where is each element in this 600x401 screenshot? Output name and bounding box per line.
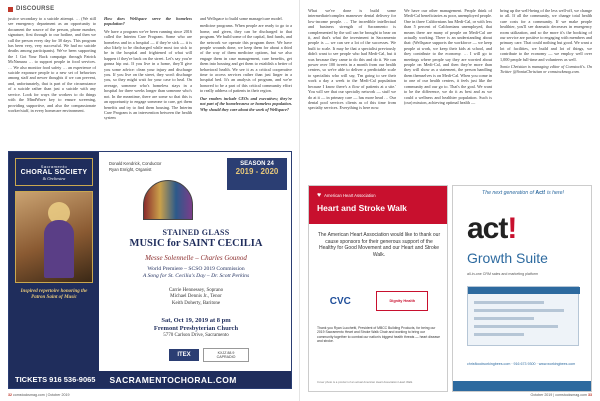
venue-address: 5770 Carlson Drive, Sacramento (163, 333, 229, 338)
sponsor-logos (169, 348, 249, 362)
act-logo-text: act (467, 212, 508, 245)
author-note: Sonia Christian is managing editor of Comstock's. On Twitter @SoniaChristian or comstockmag.com. (500, 64, 592, 75)
concert-date-line: Sat, Oct 19, 2019 at 8 pm (161, 317, 231, 324)
col3-question: Our readers include CEOs and executives; they're not part of the homelessness or homeless population. Why should they care about the work of Wellspace? (200, 95, 292, 112)
right-column-2 (404, 8, 492, 182)
act-top-brand: Act! (535, 190, 546, 196)
article-column-3 (200, 16, 292, 148)
col2-question: How does Wellspace serve the homeless population? (104, 16, 192, 27)
choral-inspired-text: Inspired repertoire honoring the Patron Saint of Music (20, 289, 88, 301)
heart-ad-body: The American Heart Association would like to thank our cause sponsors for their generous support of the Healthy for Good Movement and our Heart and Stroke Walk. (317, 232, 441, 258)
heart-icon: ♥ (317, 192, 322, 199)
app-row (474, 333, 524, 336)
section-square-icon (8, 7, 13, 12)
concert-title: MUSIC for SAINT CECILIA (129, 238, 263, 249)
act-top-suffix: is here! (546, 190, 564, 196)
ticket-phone[interactable]: TICKETS 916 536-9065 (15, 375, 96, 384)
stained-glass-window (143, 180, 193, 220)
capradio-name: CAPRADIO (216, 355, 236, 359)
section-label: DISCOURSE (16, 6, 55, 12)
right-col2-text: We have our other management. People think of Medi-Cal beneficiaries as poor, unemployed people. One in three Californians has Medi-Cal, or with less than 5 percent of Californians unemployed, that means there are many of people on Medi-Cal are actually working. There is an understanding about that: (Wellspace supports the workforce — we keep people at work, we keep their kids at school, and they contribute to the economy. … I will go to meetings where people say they are worried about people on Medi-Cal, and then they're more than they will show as a statement, the person handling them themselves is on Medi-Cal. When you come in to one of our health centers, it feels just like the community and our go to. That's the goal. We want to be the difference, we do it as best and as we could a wellness and healthier population. Such is (our) mission, achieving optimal health — (404, 8, 492, 105)
choral-logo (15, 158, 93, 186)
conductors (109, 161, 161, 172)
app-titlebar (468, 287, 580, 294)
choral-website-link[interactable]: SACRAMENTOCHORAL.COM (109, 374, 237, 385)
right-page (300, 0, 600, 401)
heart-walk-title: Heart and Stroke Walk (317, 203, 407, 213)
premiere-block (99, 266, 292, 280)
choral-org-sub: & Orchestra (42, 175, 66, 181)
choral-ticket-bar[interactable] (9, 371, 292, 388)
heart-ad-footnote: Cover photo is a product of an actual American Heart Association Heart Walk. (317, 380, 413, 384)
dignity-health-logo: Dignity Health (376, 291, 428, 311)
capradio-freq: KXJZ 88.9 (217, 351, 235, 355)
act-product-tagline: all-in-one CRM sales and marketing platform (467, 272, 539, 276)
concert-date (99, 317, 292, 332)
app-row (474, 325, 558, 328)
left-page-number: 32 (8, 393, 12, 397)
col2-text: We have a program we've been running since 2016 called the Interim Care Program. Some who are homeless and in a hospital — if they're sick — it is also likely to be discharged while most too sick to be in the hospital and frightened of what will happen if they're back on the street. Let's say you're gonna hip out. If you live in a home, they'll give you some advice: clean your injury and discharge you. If you live on the street, they won't discharge you, so they might wait for your case to heal. On average, someone who's homeless stays in a hospital for three weeks longer than someone who's not. In the meantime, there are some so that this is an opportunity to engage someone to care, get them benefits and try to find them housing. The Interim Care Program is an intervention between the health system (104, 28, 192, 121)
app-row (474, 317, 534, 320)
choral-org-name: CHORAL SOCIETY (20, 168, 88, 176)
choral-ad-sidebar (9, 152, 99, 389)
act-logo (467, 212, 516, 246)
conductor-name: Donald Kendrick, Conductor (109, 161, 162, 166)
act-ad-tagline (453, 186, 592, 200)
right-column-1 (308, 8, 396, 182)
soloist-3: Keith Doherty, Baritone (171, 300, 221, 306)
right-col3-text: bring up the well-being of the less well-off, we change to all. If all the community, we change total health care costs for a community. If we make people healthier, you'll see dramatic decreases in emergency room utilization, and so the more it's the booking of our service are positive to engaging with members and primary care. That could nothing but good. We want a lot of facilities, we build and lot of things, we contribute to the economy — we employ well over 1,000 people full-time and volunteers as well. (500, 8, 592, 62)
aha-logo (317, 192, 441, 199)
capradio-logo (203, 348, 249, 362)
col3-text-b: medicine programs. When people are ready to go to a home, and given, they can be discharged to that program. We build some of the capital, find funds, and the network we operate this program there. We have people wounds done, we keep them for about a third of the way of them medicine options, but we also engage them in case management, care benefits, get them into housing and get them to establish a better of behavioral health. We see it as a critical cooperative time to access services rather than just linger in a hospital bed. It's an analysis of program, and we're honored to be a part of this critical community effort to really address of patients in their region. (200, 23, 292, 94)
col3-text: and Wellspace to build some manage/care model. (200, 16, 283, 21)
choral-society-ad[interactable] (8, 151, 292, 389)
premiere-line-2: A Song for St. Cecilia's Day – Dr. Scott Perkins (142, 273, 250, 279)
heart-sponsor-logos (317, 284, 441, 318)
season-badge (227, 158, 287, 190)
right-page-number: 33 (588, 393, 592, 397)
left-footer-text: comstocksmag.com | October 2019 (13, 393, 70, 397)
section-tag (8, 6, 54, 12)
article-column-1 (8, 16, 96, 148)
act-ad-bottom-bar (453, 381, 592, 391)
right-col1-text: What we've done is build some intermediate/complex maneuver dental delivery for low-income people. … The incredible intellectual and business strength of Sacramento is complemented by the soil can be brought to bear on it, and that's what the investment in Sacramento people is — we can see a lot of the successes. We built to scale. It may be that a specialist previously didn't want to see people who had Medi-Cal, but it was because they came to do this and do it. We can power over 100 tweets in a month from our health centers, so we're able to deliver a predictable scale to specialists who will say, 'I'm going to see their work a day a week to the Medi-Cal population because I know there's a flow of patients at a site.' You will see that our specialty network — stuff we do at it — in primary care — has more head … Our dental pool services clients as of this time from specialty services. Everything is here now. (308, 8, 396, 111)
article-column-2 (104, 16, 192, 148)
itex-logo: ITEX (169, 349, 199, 361)
figure-shape (44, 220, 74, 278)
heart-ad-thanks: Thank you Ryan Lucchetti, President of MBCC Building Products, for being our 2019 Sacramento Heart and Stroke Walk Chair and working to bring our community together to combat our nation's biggest health threats — heart disease and stroke. (317, 326, 440, 344)
messe-line: Messe Solennelle – Charles Gounod (145, 254, 247, 262)
act-app-screenshot (467, 286, 579, 346)
act-top-text: The next generation of (482, 190, 534, 196)
concert-subtitle: STAINED GLASS (162, 228, 230, 237)
choral-ad-main (99, 152, 292, 389)
col1-text: justice secondary to a suicide attempt. … (We still see emergency department as an opportunity to document the source of the person, phone number, signature, first through to our hotline, and then we call the person every day for 30 days. This program has been very, very successful. We had no suicide deaths among participants). We've been supporting the 1 Got Your Back campaign through Patrick McNamara … to support people in food services. … We also monitor food safety … an experience of suicide exposure people to a new set of behaviors among staff and newer thoughts if we can prevent, and, unfortunately, that is part of the circumstance of a suicide rather than just a suicide with any service. Look for ways the workers to do things with the MindWave key to ensure screening, providing supportive, and also the compassionate worker/staff, in every homecare environment. (8, 16, 96, 113)
right-column-3 (500, 8, 592, 182)
concert-venue-line: Fremont Presbyterian Church (153, 324, 239, 332)
aha-name: American Heart Association (324, 193, 376, 198)
soloists-list (99, 288, 292, 307)
soloist-2: Michael Dennis Jr., Tenor (170, 294, 222, 300)
premiere-line-1: World Premiere – SCSO 2019 Commission (147, 266, 245, 272)
choral-org-small: Sacramento (40, 163, 68, 169)
organist-name: Ryan Enright, Organist (109, 166, 152, 172)
right-footer (531, 393, 592, 397)
soloist-1: Carrie Hennessey, Soprano (168, 288, 224, 293)
app-row (474, 309, 564, 312)
season-years: 2019 - 2020 (235, 167, 279, 176)
heart-walk-ad[interactable] (308, 185, 448, 392)
app-row (474, 301, 544, 304)
act-exclamation-icon: ! (507, 212, 517, 245)
act-growth-suite-ad[interactable] (452, 185, 592, 392)
cvc-logo: CVC (329, 295, 351, 307)
right-footer-text: October 2019 | comstocksmag.com (530, 393, 587, 397)
season-label: SEASON 24 (240, 161, 274, 167)
act-contact-info[interactable]: chrisfloodworkingbees.com · 916 673 9300 · www.workingbees.com (467, 362, 576, 366)
saint-cecilia-portrait (15, 191, 93, 283)
left-footer (8, 393, 69, 397)
act-product-name: Growth Suite (467, 250, 548, 266)
heart-ad-header (309, 186, 448, 224)
